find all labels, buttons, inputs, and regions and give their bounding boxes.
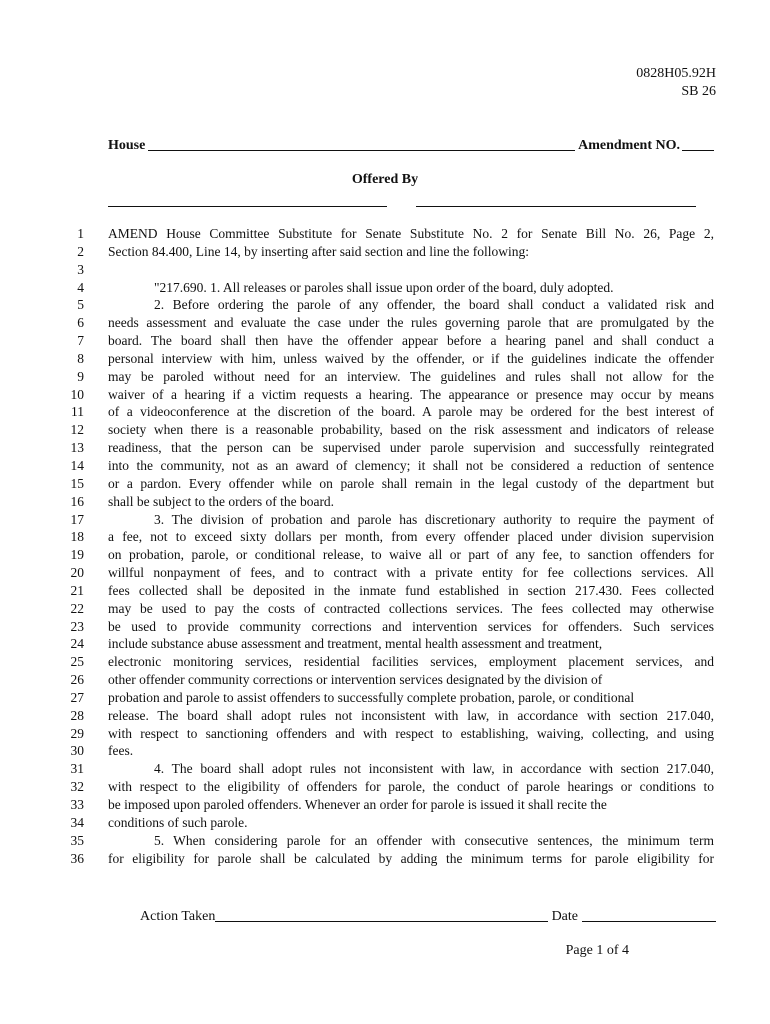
line-text: on probation, parole, or conditional release, to waive all or part of any fee, to sanction offenders for bbox=[108, 547, 714, 563]
text-line bbox=[0, 582, 770, 600]
line-text: shall be subject to the orders of the board. bbox=[108, 493, 335, 509]
line-number: 21 bbox=[70, 582, 84, 598]
line-text: willful nonpayment of fees, and to contract with a private entity for fee collections services. All bbox=[108, 565, 714, 581]
house-blank-rule bbox=[148, 149, 575, 151]
amendment-body bbox=[0, 225, 770, 867]
text-line bbox=[0, 778, 770, 796]
line-text: probation and parole to assist offenders to successfully complete probation, parole, or conditional bbox=[108, 689, 635, 705]
line-number: 16 bbox=[70, 493, 84, 509]
line-number: 5 bbox=[77, 297, 84, 313]
text-line bbox=[0, 832, 770, 850]
line-text: of a videoconference at the discretion of the board. A parole may be ordered for the best interest of bbox=[108, 404, 714, 420]
line-number: 25 bbox=[70, 654, 84, 670]
text-line bbox=[0, 368, 770, 386]
text-line bbox=[0, 618, 770, 636]
text-line bbox=[0, 296, 770, 314]
action-taken-blank bbox=[215, 920, 547, 922]
line-number: 6 bbox=[77, 315, 84, 331]
offered-by-label: Offered By bbox=[351, 172, 419, 187]
text-line bbox=[0, 528, 770, 546]
line-text: Section 84.400, Line 14, by inserting after said section and line the following: bbox=[108, 243, 530, 259]
text-line bbox=[0, 725, 770, 743]
line-number: 11 bbox=[71, 404, 84, 420]
bill-number: SB 26 bbox=[681, 84, 716, 99]
line-number: 22 bbox=[70, 600, 84, 616]
text-line bbox=[0, 564, 770, 582]
line-number: 35 bbox=[70, 832, 84, 848]
text-line bbox=[0, 279, 770, 297]
line-number: 12 bbox=[70, 422, 84, 438]
text-line bbox=[0, 796, 770, 814]
text-line bbox=[0, 689, 770, 707]
line-text: other offender community corrections or intervention services designated by the division of bbox=[108, 672, 603, 688]
line-number: 30 bbox=[70, 743, 84, 759]
text-line bbox=[0, 653, 770, 671]
signature-line-left bbox=[108, 205, 387, 207]
line-text: or a pardon. Every offender while on parole shall remain in the legal custody of the department but bbox=[108, 475, 714, 491]
action-taken-label: Action Taken bbox=[140, 909, 216, 924]
text-line bbox=[0, 403, 770, 421]
line-text: a fee, not to exceed sixty dollars per month, from every offender placed under division supervision bbox=[108, 529, 714, 545]
line-text: conditions of such parole. bbox=[108, 814, 248, 830]
text-line bbox=[0, 475, 770, 493]
line-text: AMEND House Committee Substitute for Senate Substitute No. 2 for Senate Bill No. 26, Page 2, bbox=[108, 226, 714, 241]
line-text: society when there is a reasonable probability, based on the risk assessment and indicators of release bbox=[108, 422, 714, 438]
line-text: into the community, not as an award of clemency; it shall not be considered a reduction of sentence bbox=[108, 457, 714, 473]
line-text: fees. bbox=[108, 743, 134, 759]
line-number: 31 bbox=[70, 761, 84, 777]
line-text: needs assessment and evaluate the case under the rules governing parole that are promulgated by the bbox=[108, 315, 714, 331]
text-line bbox=[0, 439, 770, 457]
line-text: board. The board shall then have the offender appear before a hearing panel and shall conduct a bbox=[108, 333, 714, 349]
text-line bbox=[0, 511, 770, 529]
line-number: 14 bbox=[70, 457, 84, 473]
line-text: release. The board shall adopt rules not inconsistent with law, in accordance with section 217.040, bbox=[108, 707, 714, 723]
line-number: 7 bbox=[77, 333, 84, 349]
line-number: 24 bbox=[70, 636, 84, 652]
line-text: "217.690. 1. All releases or paroles shall issue upon order of the board, duly adopted. bbox=[154, 279, 614, 295]
text-line bbox=[0, 671, 770, 689]
line-number: 19 bbox=[70, 547, 84, 563]
line-text: 4. The board shall adopt rules not inconsistent with law, in accordance with section 217.040, bbox=[154, 761, 714, 777]
line-number: 1 bbox=[77, 226, 84, 241]
line-number: 28 bbox=[70, 707, 84, 723]
line-text: fees collected shall be deposited in the inmate fund established in section 217.430. Fees collected bbox=[108, 582, 714, 598]
text-line bbox=[0, 261, 770, 279]
line-number: 27 bbox=[70, 689, 84, 705]
line-number: 3 bbox=[77, 261, 84, 277]
line-number: 2 bbox=[77, 243, 84, 259]
text-line bbox=[0, 350, 770, 368]
line-number: 34 bbox=[70, 814, 84, 830]
text-line bbox=[0, 225, 770, 243]
line-text: electronic monitoring services, residential facilities services, employment placement services, and bbox=[108, 654, 714, 670]
line-text: include substance abuse assessment and treatment, mental health assessment and treatment, bbox=[108, 636, 603, 652]
document-id: 0828H05.92H bbox=[636, 66, 716, 81]
text-line bbox=[0, 386, 770, 404]
line-number: 26 bbox=[70, 672, 84, 688]
line-text: 5. When considering parole for an offender with consecutive sentences, the minimum term bbox=[154, 832, 714, 848]
amendment-header-line bbox=[108, 136, 714, 154]
action-taken-line bbox=[140, 907, 716, 925]
line-number: 29 bbox=[70, 725, 84, 741]
line-number: 9 bbox=[77, 368, 84, 384]
line-text: with respect to sanctioning offenders and with respect to establishing, waiving, collecting, and using bbox=[108, 725, 714, 741]
page-number: Page 1 of 4 bbox=[565, 943, 629, 958]
date-label: Date bbox=[551, 909, 578, 924]
line-number: 8 bbox=[77, 350, 84, 366]
line-text: may be used to pay the costs of contracted collections services. The fees collected may otherwise bbox=[108, 600, 714, 616]
text-line bbox=[0, 600, 770, 618]
text-line bbox=[0, 814, 770, 832]
line-number: 4 bbox=[77, 279, 84, 295]
line-text: personal interview with him, unless waived by the offender, or if the guidelines indicate the offender bbox=[108, 350, 714, 366]
line-number: 15 bbox=[70, 475, 84, 491]
text-line bbox=[0, 457, 770, 475]
text-line bbox=[0, 493, 770, 511]
line-number: 10 bbox=[70, 386, 84, 402]
line-text: waiver of a hearing if a victim requests a hearing. The appearance or presence may occur by means bbox=[108, 386, 714, 402]
line-number: 33 bbox=[70, 797, 84, 812]
text-line bbox=[0, 760, 770, 778]
line-text: may be paroled without need for an interview. The guidelines and rules shall not allow for the bbox=[108, 368, 714, 384]
line-number: 13 bbox=[70, 440, 84, 456]
text-line bbox=[0, 243, 770, 261]
line-text: be used to provide community corrections and intervention services for offenders. Such services bbox=[108, 618, 714, 634]
line-text: 2. Before ordering the parole of any offender, the board shall conduct a validated risk and bbox=[154, 297, 714, 313]
line-text: for eligibility for parole shall be calculated by adding the minimum terms for parole eligibility for bbox=[108, 850, 714, 866]
text-line bbox=[0, 707, 770, 725]
line-number: 32 bbox=[70, 779, 84, 795]
text-line bbox=[0, 421, 770, 439]
house-label: House bbox=[108, 138, 146, 153]
amendment-number-label: Amendment NO. bbox=[578, 138, 680, 153]
text-line bbox=[0, 742, 770, 760]
line-text: 3. The division of probation and parole has discretionary authority to require the payment of bbox=[154, 511, 714, 527]
line-text: be imposed upon paroled offenders. Whenever an order for parole is issued it shall recite the bbox=[108, 797, 607, 812]
signature-line-right bbox=[416, 205, 696, 207]
text-line bbox=[0, 850, 770, 868]
line-number: 17 bbox=[70, 511, 84, 527]
amendment-number-blank bbox=[682, 149, 714, 151]
text-line bbox=[0, 314, 770, 332]
line-number: 20 bbox=[70, 565, 84, 581]
line-number: 36 bbox=[70, 850, 84, 866]
line-number: 18 bbox=[70, 529, 84, 545]
text-line bbox=[0, 332, 770, 350]
text-line bbox=[0, 635, 770, 653]
line-number: 23 bbox=[70, 618, 84, 634]
date-blank bbox=[582, 920, 716, 922]
line-text: with respect to the eligibility of offenders for parole, the conduct of parole hearings or conditions to bbox=[108, 779, 714, 795]
text-line bbox=[0, 546, 770, 564]
line-text: readiness, that the person can be supervised under parole supervision and successfully reintegrated bbox=[108, 440, 714, 456]
